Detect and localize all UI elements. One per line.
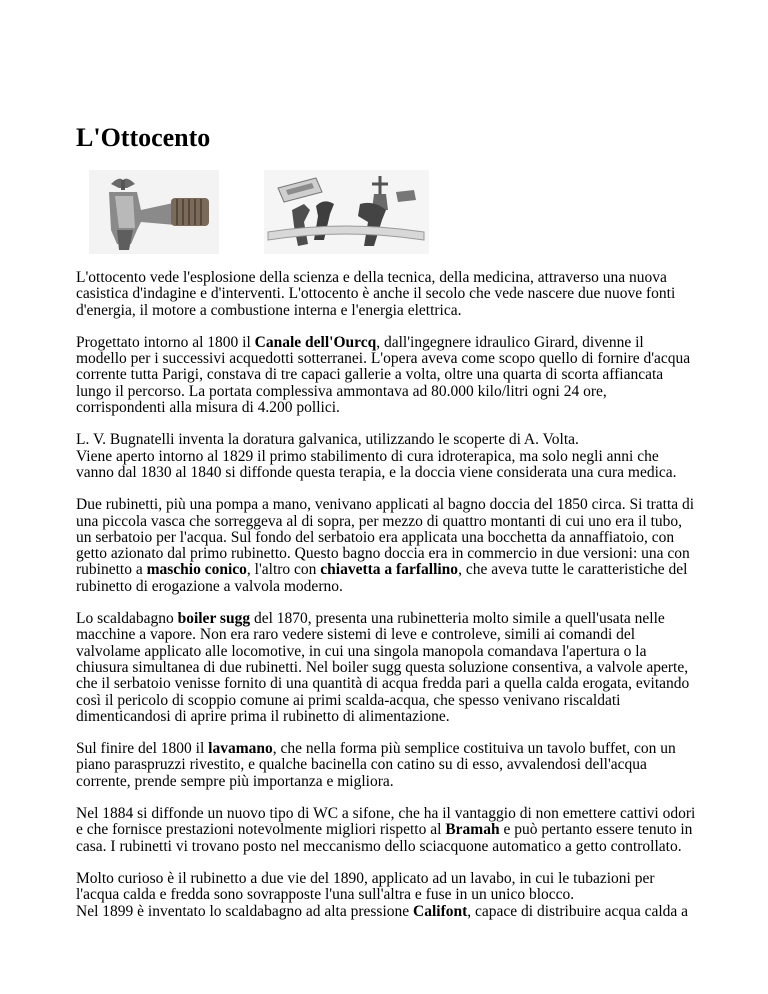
- text-line: [76, 887, 696, 903]
- text-line: [76, 335, 696, 351]
- bold-term: Bramah: [445, 821, 500, 839]
- text-line: [76, 384, 696, 400]
- text-line: [76, 839, 696, 855]
- text-line: [76, 303, 696, 319]
- text-line: [76, 676, 696, 692]
- text-run: e può pertanto essere tenuto in: [499, 821, 693, 839]
- text-run: , che aveva tutte le caratteristiche del: [458, 561, 688, 579]
- text-run: vanno dal 1830 al 1840 si diffonde questa terapia, e la doccia viene considerata una cura medica.: [76, 463, 677, 481]
- text-line: [76, 367, 696, 383]
- bold-term: Canale dell'Ourcq: [254, 333, 377, 351]
- bold-term: Califont: [413, 902, 468, 920]
- page-title: L'Ottocento: [76, 123, 211, 152]
- paragraph: [76, 432, 696, 481]
- paragraph: [76, 497, 696, 595]
- text-line: [76, 709, 696, 725]
- bold-term: chiavetta a farfallino: [320, 561, 459, 579]
- text-line: [76, 627, 696, 643]
- text-line: [76, 530, 696, 546]
- text-line: [76, 351, 696, 367]
- text-run: che il serbatoio venisse fornito di una quantità di acqua fredda pari a quella calda erogata, evitando: [76, 675, 690, 693]
- bold-term: maschio conico: [146, 561, 247, 579]
- text-run: , l'altro con: [246, 561, 321, 579]
- text-run: Nel 1884 si diffonde un nuovo tipo di WC a sifone, che ha il vantaggio di non emettere cattivi odori: [76, 805, 696, 823]
- bold-term: boiler sugg: [177, 610, 251, 628]
- text-run: Due rubinetti, più una pompa a mano, venivano applicati al bagno doccia del 1850 circa. Si tratta di: [76, 496, 695, 514]
- text-run: modello per i successivi acquedotti sotterranei. L'opera aveva come scopo quello di fornire d'acqua: [76, 350, 691, 368]
- text-line: [76, 465, 696, 481]
- faucet-photo-1: [89, 170, 219, 254]
- text-line: [76, 822, 696, 838]
- paragraph: [76, 335, 696, 416]
- text-run: e che fornisce prestazioni notevolmente migliori rispetto al: [76, 821, 446, 839]
- text-run: L'ottocento vede l'esplosione della scienza e della tecnica, della medicina, attraverso una nuova: [76, 269, 667, 286]
- text-line: [76, 270, 696, 286]
- text-run: Viene aperto intorno al 1829 il primo stabilimento di cura idroterapica, ma solo negli anni che: [76, 447, 659, 465]
- text-run: Molto curioso è il rubinetto a due vie del 1890, applicato ad un lavabo, in cui le tubazioni per: [76, 869, 655, 887]
- text-run: Lo scaldabagno: [76, 610, 178, 628]
- text-run: Sul finire del 1800 il: [76, 740, 209, 758]
- text-run: chiusura simultanea di due rubinetti. Nel boiler sugg questa soluzione consentiva, a valvole aperte,: [76, 658, 689, 676]
- text-run: , che nella forma più semplice costituiva un tavolo buffet, con un: [272, 740, 676, 758]
- text-line: [76, 449, 696, 465]
- text-run: valvolame applicato alle locomotive, in cui una singola manopola comandava l'apertura o la: [76, 642, 647, 660]
- bold-term: lavamano: [208, 740, 273, 758]
- text-run: casa. I rubinetti vi trovano posto nel meccanismo dello sciacquone automatico a getto controllato.: [76, 837, 682, 855]
- text-line: [76, 400, 696, 416]
- paragraph: [76, 806, 696, 855]
- text-run: l'acqua calda e fredda sono sovrapposte l'una sull'altra e fuse in un unico blocco.: [76, 886, 575, 904]
- text-line: [76, 546, 696, 562]
- text-run: casistica d'indagine e d'interventi. L'ottocento è anche il secolo che vede nascere due nuove fonti: [76, 285, 676, 303]
- paragraph: [76, 871, 696, 920]
- faucet-photo-2: [264, 170, 429, 254]
- text-run: Progettato intorno al 1800 il: [76, 333, 255, 351]
- paragraph: [76, 611, 696, 725]
- paragraph: [76, 741, 696, 790]
- text-run: una piccola vasca che sorreggeva al di sopra, per mezzo di quattro montanti di cui uno era il tubo,: [76, 512, 683, 530]
- text-run: , capace di distribuire acqua calda a: [467, 902, 689, 920]
- text-line: [76, 497, 696, 513]
- text-run: dimenticandosi di aprire prima il rubinetto di alimentazione.: [76, 707, 450, 725]
- text-line: [76, 774, 696, 790]
- text-run: piano paraspruzzi rivestito, e qualche bacinella con catino su di esso, avvalendosi dell'acqua: [76, 756, 647, 774]
- text-line: [76, 611, 696, 627]
- paragraph: [76, 270, 696, 319]
- text-run: d'energia, il motore a combustione interna e l'energia elettrica.: [76, 301, 462, 319]
- text-line: [76, 693, 696, 709]
- text-line: [76, 871, 696, 887]
- text-run: Nel 1899 è inventato lo scaldabagno ad alta pressione: [76, 902, 414, 920]
- text-line: [76, 286, 696, 302]
- text-run: rubinetto a: [76, 561, 147, 579]
- text-run: corrente tutta Parigi, constava di tre capaci gallerie a volta, oltre una quarta di scorta affiancata: [76, 366, 664, 384]
- text-line: [76, 562, 696, 578]
- text-line: [76, 660, 696, 676]
- text-line: [76, 741, 696, 757]
- text-run: , dall'ingegnere idraulico Girard, divenne il: [376, 333, 644, 351]
- text-line: [76, 806, 696, 822]
- text-line: [76, 514, 696, 530]
- article-body: [76, 270, 696, 936]
- text-run: del 1870, presenta una rubinetteria molto simile a quell'usata nelle: [250, 610, 665, 628]
- text-run: corrispondenti alla misura di 4.200 pollici.: [76, 399, 340, 417]
- text-run: macchine a vapore. Non era raro vedere sistemi di leve e controleve, simili ai comandi del: [76, 626, 636, 644]
- text-line: [76, 579, 696, 595]
- text-run: lungo il percorso. La portata complessiva ammontava ad 80.000 kilo/litri ogni 24 ore,: [76, 382, 607, 400]
- text-line: [76, 432, 696, 448]
- text-line: [76, 757, 696, 773]
- text-line: [76, 904, 696, 920]
- text-run: rubinetto di erogazione a valvola moderno.: [76, 577, 343, 595]
- text-run: un serbatoio per l'acqua. Sul fondo del serbatoio era applicata una bocchetta da annaffiatoio, con: [76, 528, 675, 546]
- text-line: [76, 644, 696, 660]
- text-run: getto azionato dal primo rubinetto. Questo bagno doccia era in commercio in due versioni: una con: [76, 545, 690, 563]
- text-run: così il pericolo di scoppio comune ai primi scalda-acqua, che spesso venivano riscaldati: [76, 691, 621, 709]
- text-run: L. V. Bugnatelli inventa la doratura galvanica, utilizzando le scoperte di A. Volta.: [76, 431, 579, 449]
- text-run: corrente, prende sempre più importanza e migliora.: [76, 772, 394, 790]
